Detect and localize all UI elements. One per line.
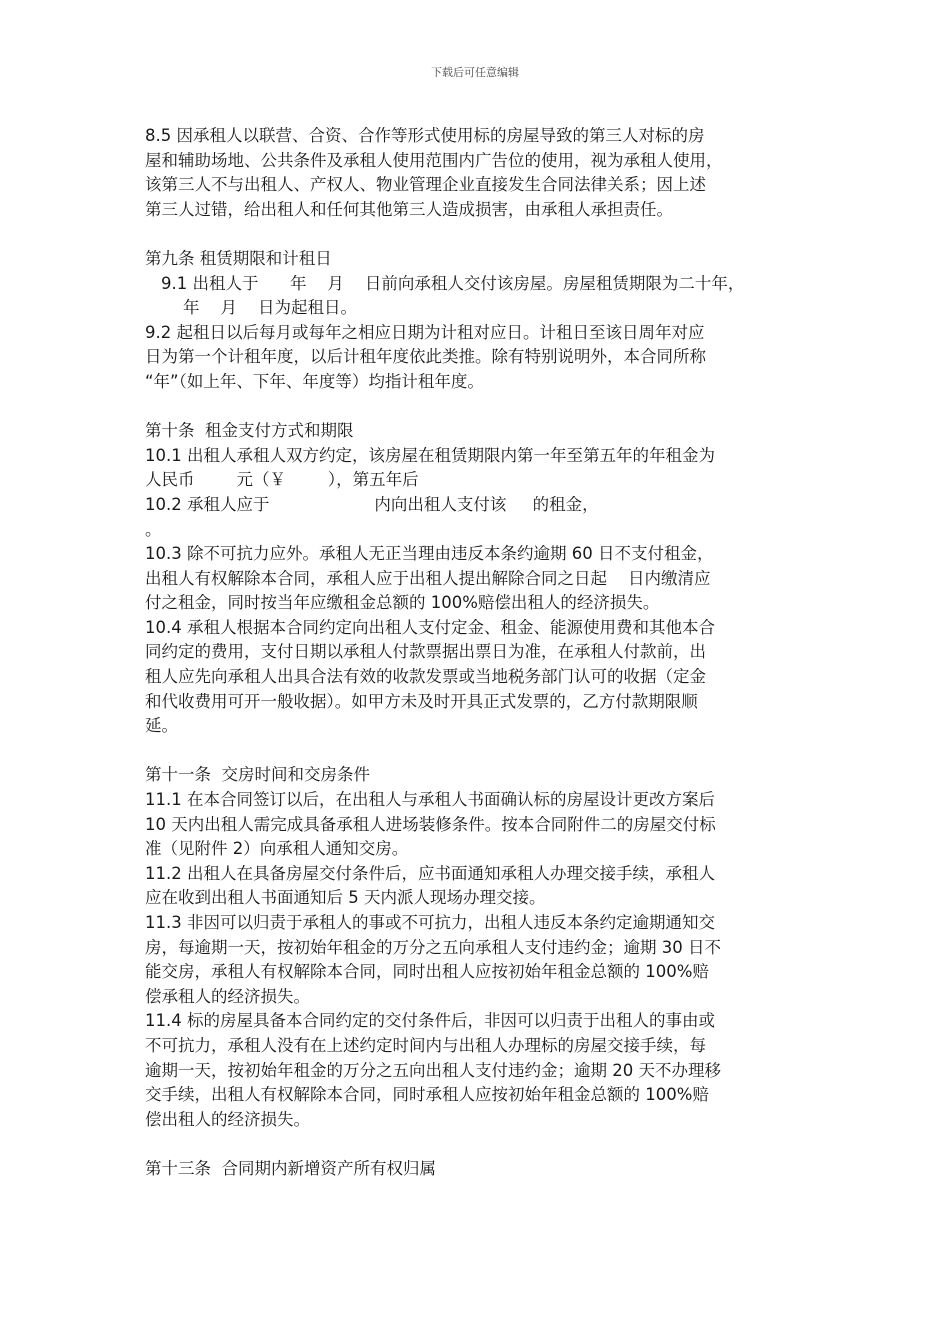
paragraph-line: 同约定的费用，支付日期以承租人付款票据出票日为准，在承租人付款前，出: [145, 642, 706, 662]
paragraph-line: 9.1 出租人于 年 月 日前向承租人交付该房屋。房屋租赁期限为二十年，: [161, 273, 745, 293]
paragraph-line: 屋和辅助场地、公共条件及承租人使用范围内广告位的使用，视为承租人使用，: [145, 150, 723, 170]
paragraph-line: 10 天内出租人需完成具备承租人进场装修条件。按本合同附件二的房屋交付标: [145, 814, 716, 834]
paragraph-line: 11.1 在本合同签订以后，在出租人与承租人书面确认标的房屋设计更改方案后: [145, 790, 715, 810]
paragraph-line: 8.5 因承租人以联营、合资、合作等形式使用标的房屋导致的第三人对标的房: [145, 126, 705, 145]
paragraph-line: 日为第一个计租年度，以后计租年度依此类推。除有特别说明外，本合同所称: [145, 347, 706, 367]
paragraph-line: 第三人过错，给出租人和任何其他第三人造成损害，由承租人承担责任。: [145, 199, 673, 219]
paragraph-line: 10.2 承租人应于 内向出租人支付该 的租金，: [145, 494, 599, 514]
section-heading: 第十一条 交房时间和交房条件: [145, 765, 370, 785]
paragraph-line: 年 月 日为起租日。: [183, 298, 357, 318]
section-heading: 第十三条 合同期内新增资产所有权归属: [145, 1158, 436, 1178]
document-body: [145, 124, 817, 1182]
paragraph-line: 租人应先向承租人出具合法有效的收款发票或当地税务部门认可的收据（定金: [145, 667, 706, 687]
paragraph-line: 能交房，承租人有权解除本合同，同时出租人应按初始年租金总额的 100%赔: [145, 962, 709, 982]
paragraph-line: 该第三人不与出租人、产权人、物业管理企业直接发生合同法律关系；因上述: [145, 175, 706, 195]
paragraph-line: 。: [145, 519, 162, 539]
paragraph-line: 交手续，出租人有权解除本合同，同时承租人应按初始年租金总额的 100%赔: [145, 1085, 709, 1105]
paragraph-line: 出租人有权解除本合同，承租人应于出租人提出解除合同之日起 日内缴清应: [145, 568, 711, 588]
paragraph-line: 10.3 除不可抗力应外。承租人无正当理由违反本条约逾期 60 日不支付租金，: [145, 544, 714, 564]
paragraph-line: 应在收到出租人书面通知后 5 天内派人现场办理交接。: [145, 888, 546, 908]
paragraph-line: 10.1 出租人承租人双方约定，该房屋在租赁期限内第一年至第五年的年租金为: [145, 445, 715, 465]
page-header: 下载后可任意编辑: [431, 66, 519, 79]
paragraph-line: “年”（如上年、下年、年度等）均指计租年度。: [145, 371, 484, 391]
paragraph-line: 和代收费用可开一般收据）。如甲方未及时开具正式发票的，乙方付款期限顺: [145, 691, 698, 711]
paragraph-line: 不可抗力，承租人没有在上述约定时间内与出租人办理标的房屋交接手续，每: [145, 1035, 706, 1055]
paragraph-line: 9.2 起租日以后每月或每年之相应日期为计租对应日。计租日至该日周年对应: [145, 322, 705, 342]
paragraph-line: 逾期一天，按初始年租金的万分之五向出租人支付违约金；逾期 20 天不办理移: [145, 1060, 721, 1080]
section-heading: 第十条 租金支付方式和期限: [145, 421, 354, 441]
paragraph-line: 11.2 出租人在具备房屋交付条件后，应书面通知承租人办理交接手续，承租人: [145, 863, 715, 883]
paragraph-line: 准（见附件 2）向承租人通知交房。: [145, 839, 409, 859]
paragraph-line: 偿出租人的经济损失。: [145, 1109, 310, 1129]
paragraph-line: 付之租金，同时按当年应缴租金总额的 100%赔偿出租人的经济损失。: [145, 593, 660, 613]
paragraph-line: 10.4 承租人根据本合同约定向出租人支付定金、租金、能源使用费和其他本合: [145, 617, 715, 637]
paragraph-line: 人民币 元（￥ ），第五年后: [145, 470, 419, 490]
paragraph-line: 11.4 标的房屋具备本合同约定的交付条件后，非因可以归责于出租人的事由或: [145, 1011, 715, 1031]
paragraph-line: 11.3 非因可以归责于承租人的事或不可抗力，出租人违反本条约定逾期通知交: [145, 913, 715, 932]
section-heading: 第九条 租赁期限和计租日: [145, 248, 332, 268]
paragraph-line: 延。: [145, 716, 178, 736]
paragraph-line: 偿承租人的经济损失。: [145, 986, 310, 1006]
paragraph-line: 房，每逾期一天，按初始年租金的万分之五向承租人支付违约金；逾期 30 日不: [145, 937, 721, 957]
